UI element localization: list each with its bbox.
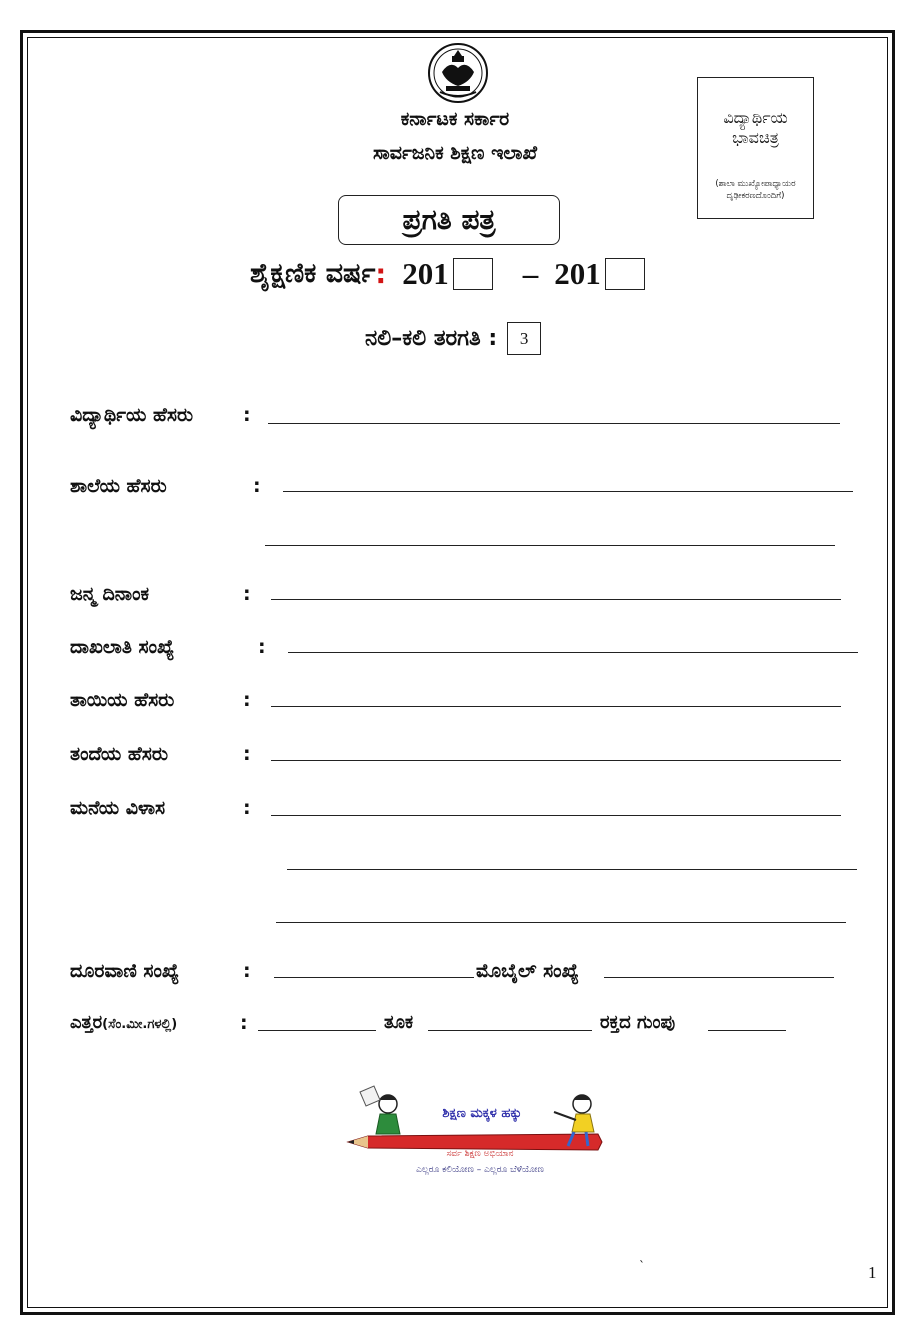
school-name-colon: : <box>253 475 261 497</box>
address-line-2[interactable] <box>287 869 857 870</box>
photo-box-title: ವಿದ್ಯಾರ್ಥಿಯ ಭಾವಚಿತ್ರ <box>723 108 788 147</box>
department-name: ಸಾರ್ವಜನಿಕ ಶಿಕ್ಷಣ ಇಲಾಖೆ <box>372 142 538 164</box>
weight-line[interactable] <box>428 1030 592 1031</box>
height-label <box>70 1012 177 1033</box>
government-name: ಕರ್ನಾಟಕ ಸರ್ಕಾರ <box>400 108 510 130</box>
student-name-colon: : <box>243 404 251 426</box>
mother-name-colon: : <box>243 689 251 711</box>
height-line[interactable] <box>258 1030 376 1031</box>
karnataka-emblem-icon <box>426 42 490 104</box>
logo-slogan: ಶಿಕ್ಷಣ ಮಕ್ಕಳ ಹಕ್ಕು <box>442 1106 522 1121</box>
school-name-line-1[interactable] <box>283 491 853 492</box>
student-name-label: ವಿದ್ಯಾರ್ಥಿಯ ಹೆಸರು <box>70 404 194 426</box>
blood-group-line[interactable] <box>708 1030 786 1031</box>
height-unit: (ಸೆಂ.ಮೀ.ಗಳಲ್ಲಿ) <box>102 1017 178 1032</box>
mother-name-line[interactable] <box>271 706 841 707</box>
dob-colon: : <box>243 583 251 605</box>
mobile-line[interactable] <box>604 977 834 978</box>
father-name-line[interactable] <box>271 760 841 761</box>
phone-colon: : <box>243 960 251 982</box>
academic-year <box>250 254 649 294</box>
address-line-3[interactable] <box>276 922 846 923</box>
year-dash: – <box>522 256 539 291</box>
year-start-prefix: 201 <box>402 256 449 291</box>
academic-year-colon: : <box>375 258 387 290</box>
weight-label: ತೂಕ <box>384 1012 414 1033</box>
year-end-prefix: 201 <box>554 256 601 291</box>
logo-motto: ಎಲ್ಲರೂ ಕಲಿಯೋಣ – ಎಲ್ಲರೂ ಬೆಳೆಯೋಣ <box>416 1165 544 1175</box>
page-number: 1 <box>868 1263 877 1282</box>
year-start-box[interactable] <box>453 258 493 290</box>
class-label: ನಲಿ–ಕಲಿ ತರಗತಿ : <box>365 325 498 351</box>
phone-label: ದೂರವಾಣಿ ಸಂಖ್ಯೆ <box>70 960 180 982</box>
mobile-label: ಮೊಬೈಲ್ ಸಂಖ್ಯೆ <box>476 960 579 982</box>
logo-program: ಸರ್ವ ಶಿಕ್ಷಣ ಅಭಿಯಾನ <box>446 1149 514 1159</box>
father-name-colon: : <box>243 743 251 765</box>
class-info <box>365 320 541 356</box>
mother-name-label: ತಾಯಿಯ ಹೆಸರು <box>70 689 175 711</box>
school-name-line-2[interactable] <box>265 545 835 546</box>
photo-box <box>697 77 814 219</box>
phone-line[interactable] <box>274 977 474 978</box>
admission-number-label: ದಾಖಲಾತಿ ಸಂಖ್ಯೆ <box>70 636 175 658</box>
year-end-box[interactable] <box>605 258 645 290</box>
academic-year-label: ಶೈಕ್ಷಣಿಕ ವರ್ಷ <box>250 258 376 289</box>
school-name-label: ಶಾಲೆಯ ಹೆಸರು <box>70 475 167 497</box>
dob-line[interactable] <box>271 599 841 600</box>
father-name-label: ತಂದೆಯ ಹೆಸರು <box>70 743 168 765</box>
address-line-1[interactable] <box>271 815 841 816</box>
admission-number-line[interactable] <box>288 652 858 653</box>
height-text: ಎತ್ತರ <box>70 1012 103 1033</box>
card-title: ಪ್ರಗತಿ ಪತ್ರ <box>338 195 560 245</box>
student-name-line[interactable] <box>268 423 840 424</box>
address-colon: : <box>243 797 251 819</box>
address-label: ಮನೆಯ ವಿಳಾಸ <box>70 797 166 819</box>
dob-label: ಜನ್ಮ ದಿನಾಂಕ <box>70 583 150 605</box>
class-value-box: 3 <box>507 322 541 355</box>
blood-group-label: ರಕ್ತದ ಗುಂಪು <box>600 1012 676 1033</box>
height-colon: : <box>240 1012 248 1034</box>
stray-mark: ` <box>639 1259 645 1273</box>
admission-number-colon: : <box>258 636 266 658</box>
photo-box-note: (ಶಾಲಾ ಮುಖ್ಯೋಪಾಧ್ಯಾಯರ ದೃಢೀಕರಣದೊಂದಿಗೆ) <box>715 179 796 201</box>
